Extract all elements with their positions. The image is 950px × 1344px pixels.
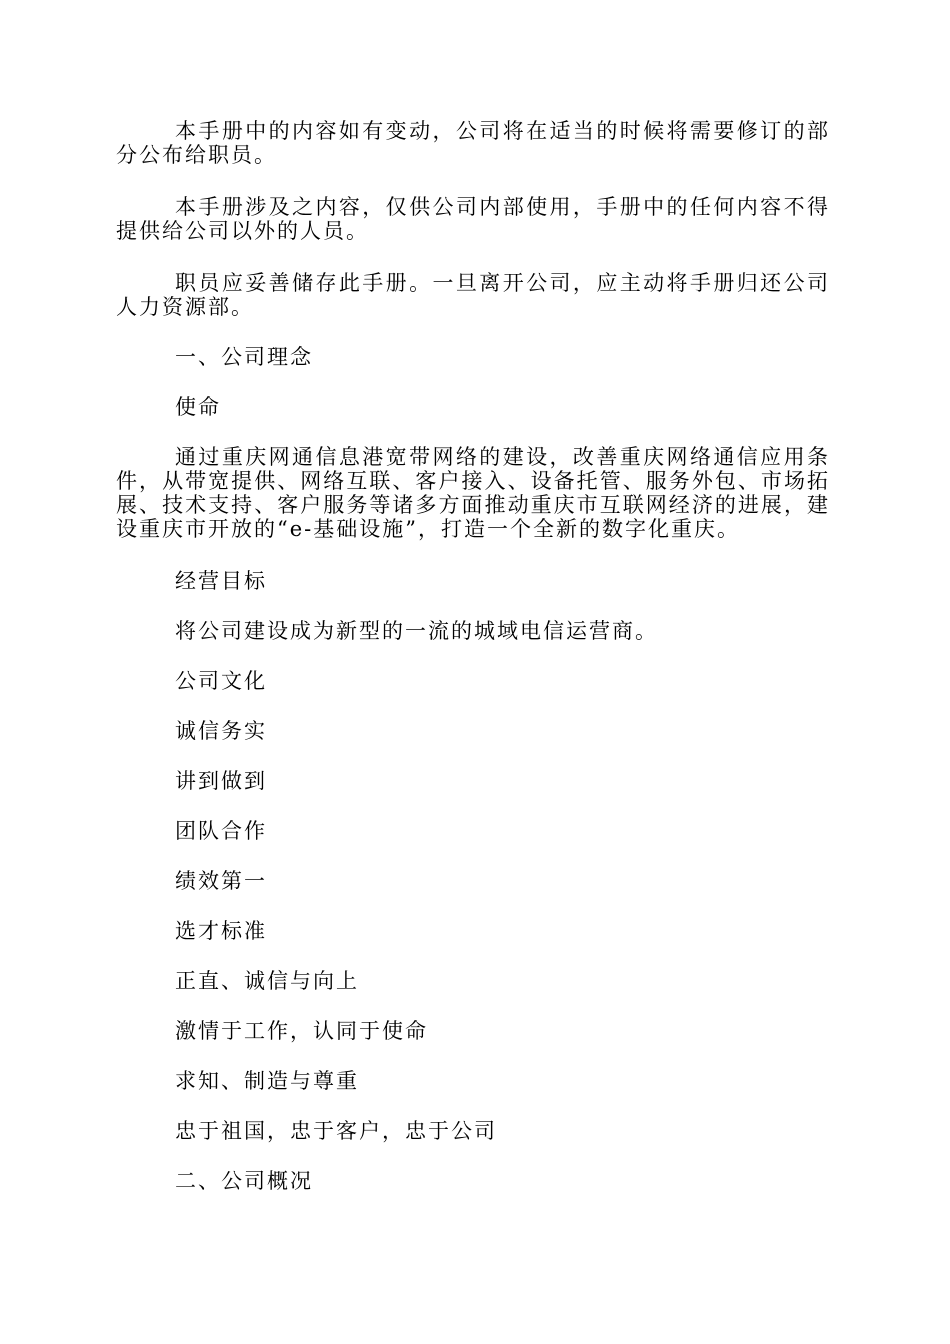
document-body — [116, 119, 830, 1219]
section-heading-company-philosophy: 一、公司理念 — [175, 345, 313, 369]
culture-item: 诚信务实 — [175, 719, 267, 743]
talent-item: 忠于祖国，忠于客户，忠于公司 — [175, 1119, 497, 1143]
paragraph-internal-use: 本手册涉及之内容，仅供公司内部使用，手册中的任何内容不得提供给公司以外的人员。 — [116, 195, 830, 243]
section-heading-company-overview: 二、公司概况 — [175, 1169, 313, 1193]
paragraph-mission: 通过重庆网通信息港宽带网络的建设，改善重庆网络通信应用条件，从带宽提供、网络互联、客户接入、设备托管、服务外包、市场拓展、技术支持、客户服务等诸多方面推动重庆市互联网经济的进展，建设重庆市开放的“e-基础设施”，打造一个全新的数字化重庆。 — [116, 445, 830, 541]
text-business-goal: 将公司建设成为新型的一流的城域电信运营商。 — [175, 619, 658, 643]
culture-item: 讲到做到 — [175, 769, 267, 793]
heading-business-goal: 经营目标 — [175, 569, 267, 593]
culture-item: 绩效第一 — [175, 869, 267, 893]
heading-mission: 使命 — [175, 395, 221, 419]
paragraph-return-manual: 职员应妥善储存此手册。一旦离开公司，应主动将手册归还公司人力资源部。 — [116, 271, 830, 319]
heading-company-culture: 公司文化 — [175, 669, 267, 693]
talent-item: 求知、制造与尊重 — [175, 1069, 359, 1093]
talent-item: 激情于工作，认同于使命 — [175, 1019, 428, 1043]
culture-item: 团队合作 — [175, 819, 267, 843]
heading-talent-criteria: 选才标准 — [175, 919, 267, 943]
talent-item: 正直、诚信与向上 — [175, 969, 359, 993]
paragraph-revision-notice: 本手册中的内容如有变动，公司将在适当的时候将需要修订的部分公布给职员。 — [116, 119, 830, 167]
